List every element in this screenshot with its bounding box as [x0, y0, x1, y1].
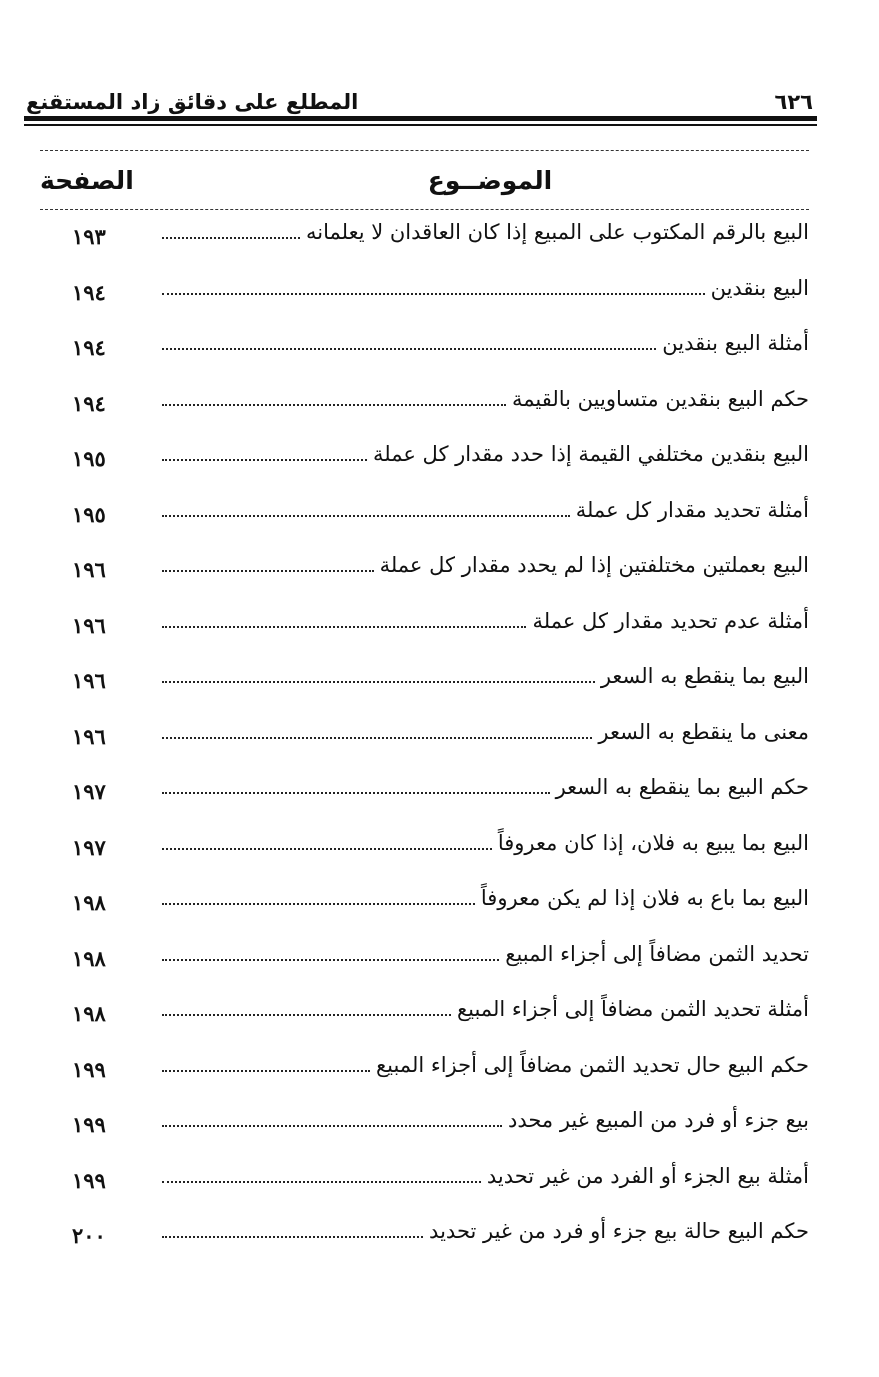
toc-entry-page: ١٩٤ — [72, 390, 106, 416]
toc-entry-page: ١٩٥ — [72, 446, 106, 471]
toc-entry-title: حكم البيع بما ينقطع به السعر — [555, 775, 809, 799]
toc-entry-text — [162, 1164, 809, 1189]
toc-entry-page: ١٩٤ — [72, 335, 106, 360]
toc-entry-page: ٢٠٠ — [72, 1223, 106, 1248]
toc-entry-text — [162, 997, 809, 1022]
header-rule-thick — [24, 116, 817, 121]
toc-entry-title: بيع جزء أو فرد من المبيع غير محدد — [507, 1108, 809, 1132]
book-title: المطلع على دقائق زاد المستقنع — [26, 90, 359, 114]
toc-entry-title: البيع بما يبيع به فلان، إذا كان معروفاً — [497, 830, 809, 855]
dot-leader — [162, 570, 374, 572]
toc-entry-page: ١٩٩ — [72, 1056, 106, 1082]
dot-leader — [162, 792, 550, 794]
toc-entry — [0, 714, 879, 770]
dot-leader — [162, 737, 592, 739]
toc-entry — [0, 880, 879, 936]
toc-entry — [0, 1213, 879, 1269]
toc-entry-text — [162, 276, 809, 301]
toc-entry — [0, 547, 879, 603]
toc-entry — [0, 991, 879, 1047]
toc-entry-text — [162, 720, 809, 745]
page-number: ٦٢٦ — [774, 90, 813, 114]
toc-entry-text — [162, 331, 809, 356]
dot-leader — [162, 959, 499, 961]
toc-entry-page: ١٩٦ — [72, 612, 106, 638]
dot-leader — [162, 626, 526, 628]
toc-entry-page: ١٩٤ — [72, 279, 106, 305]
toc-entry — [0, 214, 879, 270]
dot-leader — [162, 515, 570, 517]
toc-entry-title: أمثلة بيع الجزء أو الفرد من غير تحديد — [486, 1163, 809, 1188]
toc-entry-title: معنى ما ينقطع به السعر — [598, 719, 809, 744]
header-rule-thin — [24, 124, 817, 126]
toc-entry-title: البيع بالرقم المكتوب على المبيع إذا كان العاقدان لا يعلمانه — [305, 220, 809, 244]
running-head — [26, 82, 813, 114]
dot-leader — [162, 681, 595, 683]
toc-list — [0, 214, 879, 1269]
toc-entry-text — [162, 1219, 809, 1244]
toc-entry-title: البيع بعملتين مختلفتين إذا لم يحدد مقدار كل عملة — [379, 553, 809, 577]
dot-leader — [162, 459, 367, 461]
toc-entry-title: حكم البيع حال تحديد الثمن مضافاً إلى أجزاء المبيع — [375, 1052, 809, 1077]
toc-entry-page: ١٩٩ — [72, 1112, 106, 1137]
toc-entry-text — [162, 387, 809, 412]
toc-entry-title: حكم البيع حالة بيع جزء أو فرد من غير تحديد — [429, 1219, 809, 1243]
toc-entry-page: ١٩٦ — [72, 557, 106, 582]
toc-entry-text — [162, 609, 809, 634]
toc-entry-title: أمثلة تحديد مقدار كل عملة — [575, 497, 809, 522]
toc-entry-page: ١٩٥ — [72, 501, 106, 527]
toc-entry — [0, 270, 879, 326]
dot-leader — [162, 1014, 451, 1016]
toc-entry-page: ١٩٨ — [72, 945, 106, 971]
toc-entry — [0, 1158, 879, 1214]
dot-leader — [162, 293, 705, 295]
toc-entry-title: البيع بما ينقطع به السعر — [600, 664, 809, 688]
toc-entry-text — [162, 220, 809, 245]
toc-entry-page: ١٩٨ — [72, 890, 106, 915]
toc-entry — [0, 436, 879, 492]
dot-leader — [162, 1070, 370, 1072]
toc-entry-text — [162, 831, 809, 856]
toc-entry-page: ١٩٩ — [72, 1167, 106, 1193]
toc-entry-text — [162, 1108, 809, 1133]
toc-entry — [0, 769, 879, 825]
toc-entry-page: ١٩٧ — [72, 779, 106, 804]
table-head-divider-top — [40, 150, 809, 151]
toc-entry-title: البيع بما باع به فلان إذا لم يكن معروفاً — [480, 886, 809, 910]
toc-entry-title: حكم البيع بنقدين متساويين بالقيمة — [511, 386, 809, 411]
toc-entry-title: البيع بنقدين — [710, 275, 809, 300]
dot-leader — [162, 404, 506, 406]
toc-entry — [0, 325, 879, 381]
toc-entry — [0, 825, 879, 881]
dot-leader — [162, 237, 300, 239]
toc-entry-title: تحديد الثمن مضافاً إلى أجزاء المبيع — [505, 941, 809, 966]
toc-entry-page: ١٩٦ — [72, 668, 106, 693]
toc-entry-title: البيع بنقدين مختلفي القيمة إذا حدد مقدار كل عملة — [373, 442, 809, 466]
dot-leader — [162, 348, 656, 350]
toc-entry-text — [162, 942, 809, 967]
toc-entry-text — [162, 1053, 809, 1078]
subject-column-heading: الموضــوع — [427, 166, 553, 195]
dot-leader — [162, 903, 475, 905]
table-head-divider-bottom — [40, 209, 809, 210]
toc-entry-text — [162, 886, 809, 911]
dot-leader — [162, 1236, 423, 1238]
toc-entry — [0, 1047, 879, 1103]
toc-entry — [0, 492, 879, 548]
toc-entry — [0, 381, 879, 437]
toc-entry-page: ١٩٨ — [72, 1001, 106, 1026]
dot-leader — [162, 1125, 502, 1127]
dot-leader — [162, 848, 492, 850]
toc-entry-page: ١٩٣ — [72, 224, 106, 249]
toc-entry — [0, 1102, 879, 1158]
toc-entry — [0, 603, 879, 659]
toc-entry-text — [162, 498, 809, 523]
toc-entry-title: أمثلة البيع بنقدين — [662, 331, 809, 355]
toc-entry-text — [162, 553, 809, 578]
page-column-heading: الصفحة — [40, 166, 134, 195]
toc-entry — [0, 658, 879, 714]
dot-leader — [162, 1181, 481, 1183]
toc-entry — [0, 936, 879, 992]
toc-entry-title: أمثلة تحديد الثمن مضافاً إلى أجزاء المبيع — [456, 997, 809, 1021]
toc-entry-text — [162, 775, 809, 800]
toc-entry-page: ١٩٦ — [72, 723, 106, 749]
toc-entry-text — [162, 664, 809, 689]
toc-entry-page: ١٩٧ — [72, 834, 106, 860]
toc-entry-text — [162, 442, 809, 467]
toc-entry-title: أمثلة عدم تحديد مقدار كل عملة — [532, 608, 809, 633]
